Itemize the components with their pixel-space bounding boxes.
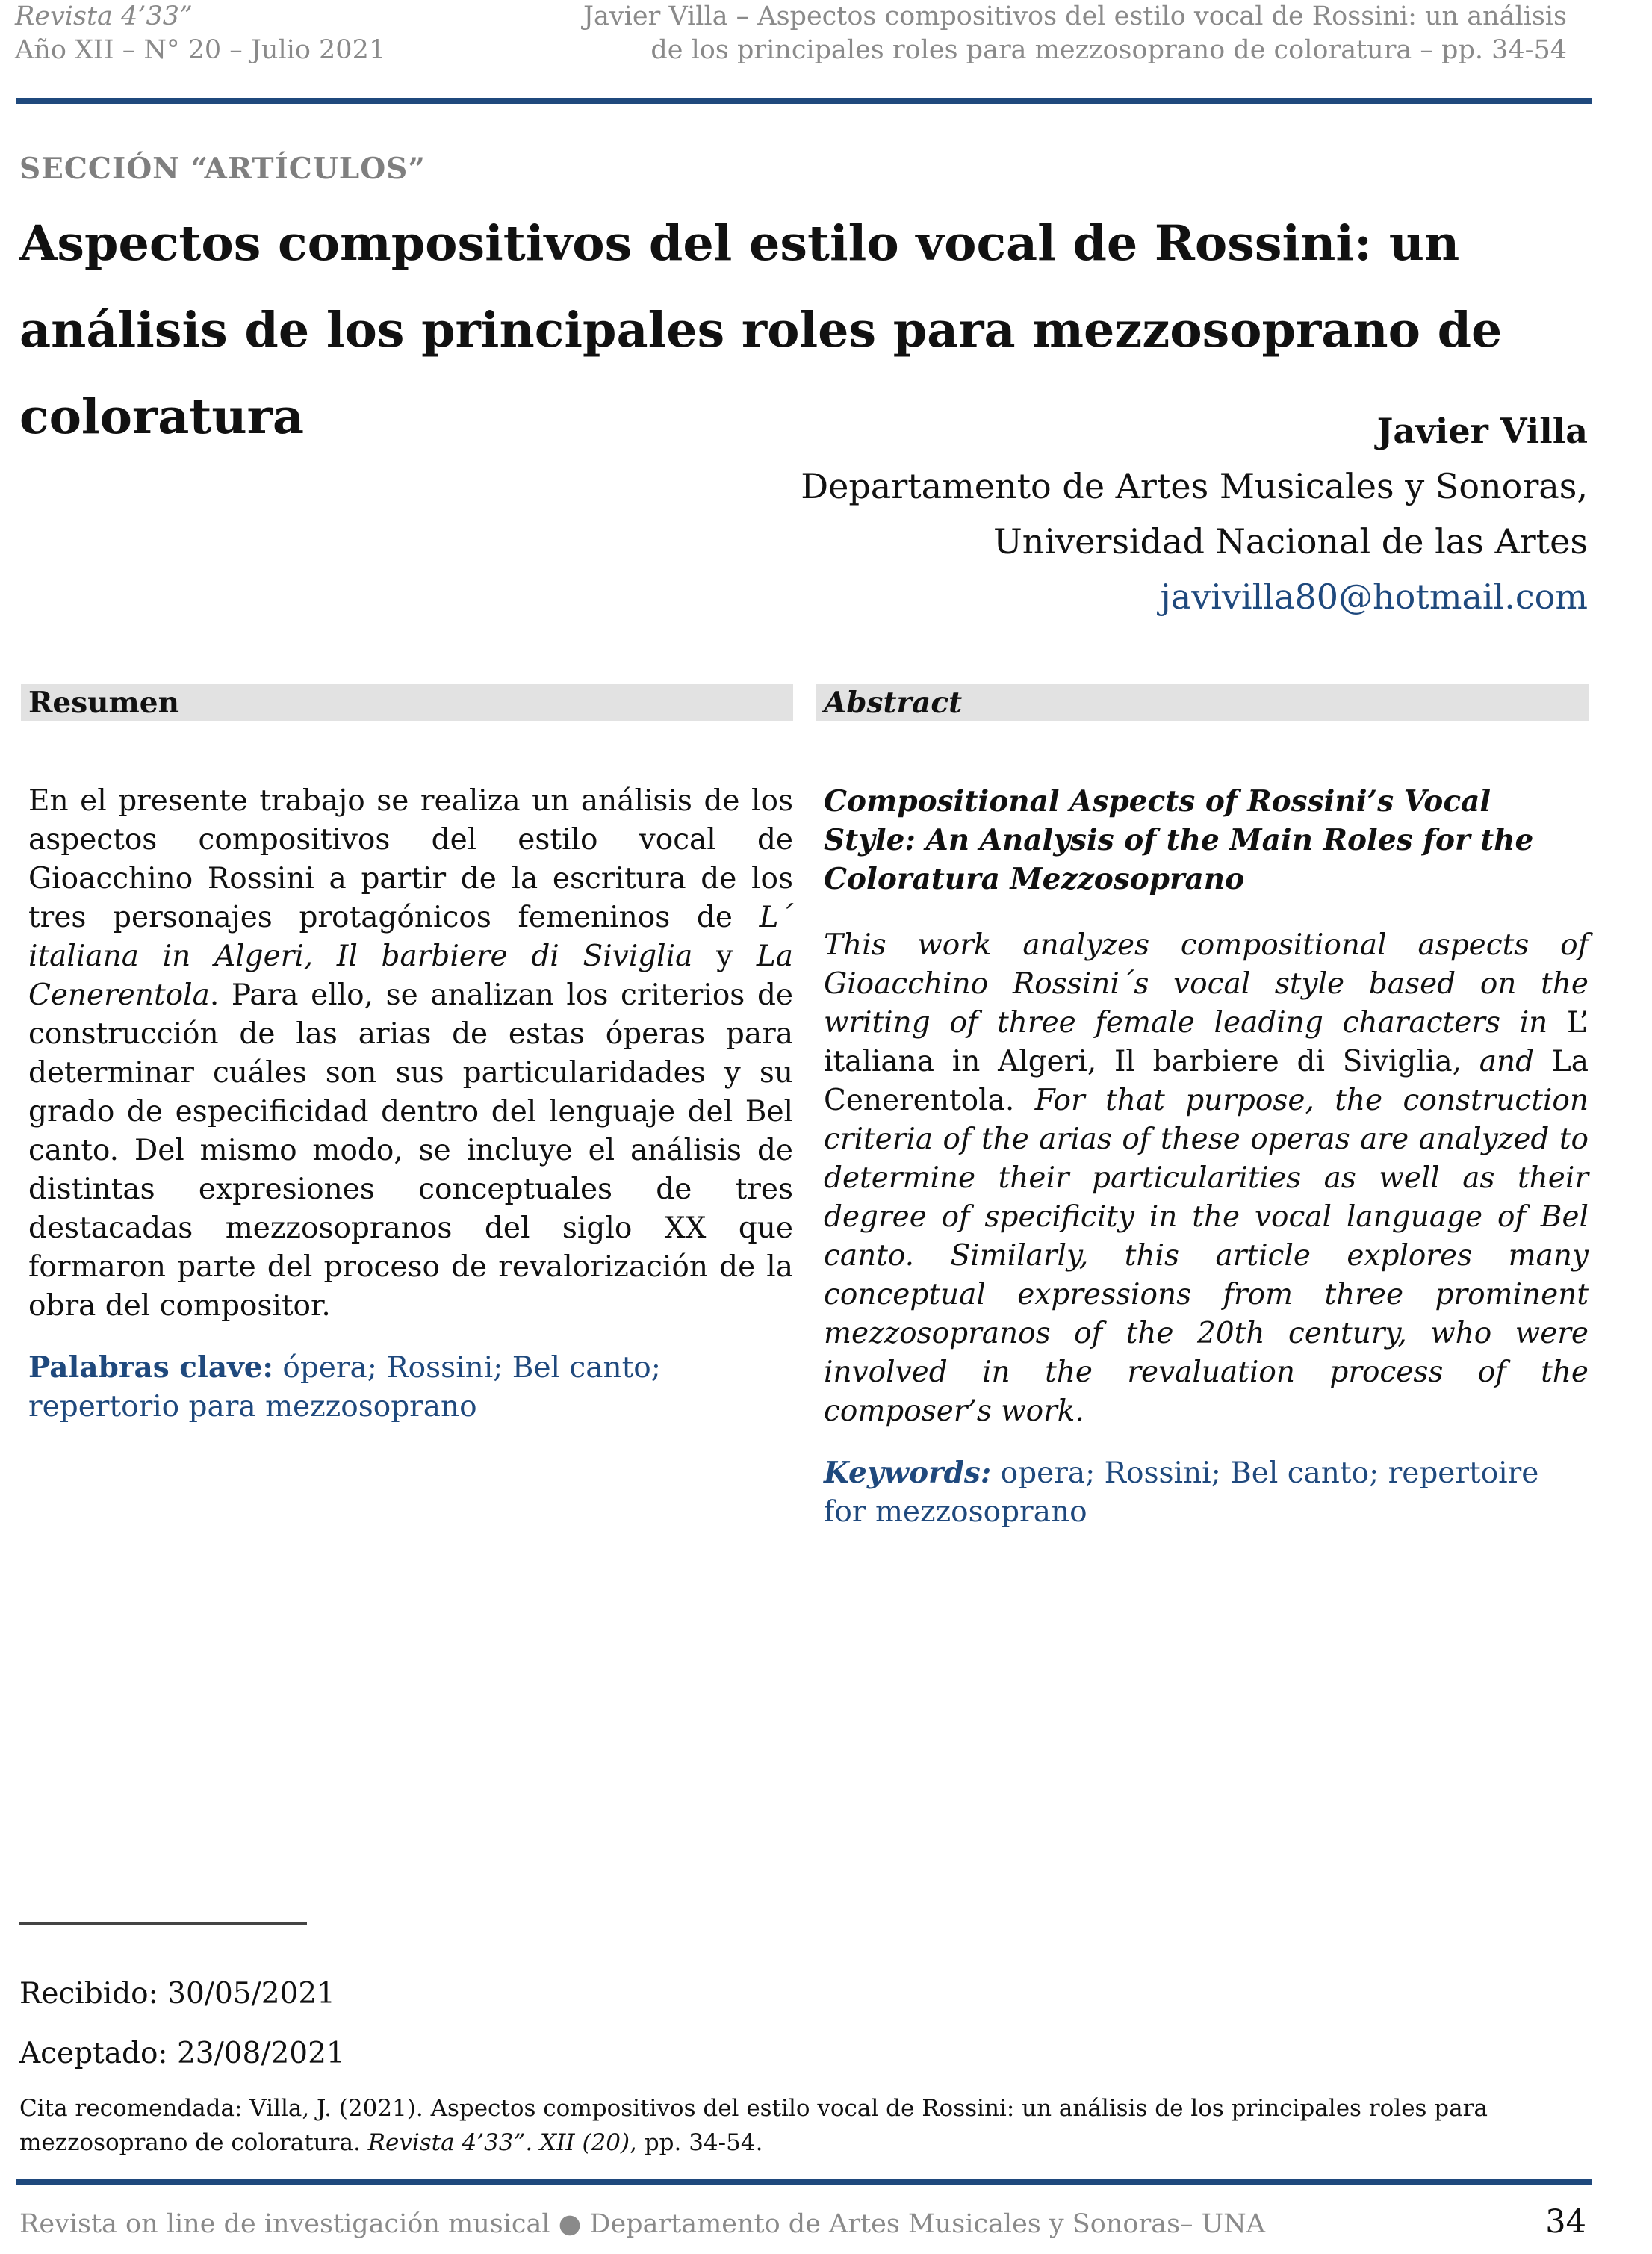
- keywords-list: ópera; Rossini; Bel canto; repertorio para mezzosoprano: [28, 1351, 661, 1424]
- keywords-list: opera; Rossini; Bel canto; repertoire for mezzosoprano: [824, 1456, 1539, 1529]
- citation-journal: Revista 4’33”. XII (20): [367, 2129, 630, 2156]
- author-email-link[interactable]: javivilla80@hotmail.com: [1160, 577, 1588, 617]
- section-label: SECCIÓN “ARTÍCULOS”: [19, 152, 426, 186]
- accepted-date: Aceptado: 23/08/2021: [19, 2037, 345, 2070]
- running-header-right: [551, 0, 1567, 67]
- abstract-column: [816, 684, 1589, 1532]
- running-title-line-2: de los principales roles para mezzosoprano de coloratura – pp. 34-54: [650, 35, 1567, 65]
- resumen-keywords: [28, 1348, 793, 1426]
- author-name: Javier Villa: [1376, 411, 1588, 451]
- citation-text: Cita recomendada: Villa, J. (2021). Aspectos compositivos del estilo vocal de Rossini: un análisis de los principales roles para mezzosoprano de coloratura.: [19, 2095, 1488, 2156]
- header-rule: [16, 98, 1592, 104]
- recommended-citation: [19, 2091, 1588, 2160]
- dates-block: [19, 1964, 345, 2084]
- resumen-column: [21, 684, 793, 1426]
- resumen-heading: Resumen: [21, 684, 793, 721]
- abstract-text: [824, 926, 1589, 1431]
- abstract-work-title-2: La Cenerentola.: [824, 1045, 1589, 1117]
- abstract-keywords: [824, 1453, 1589, 1532]
- abstract-title: Compositional Aspects of Rossini’s Vocal Style: An Analysis of the Main Roles for the Coloratura Mezzosoprano: [824, 784, 1534, 896]
- resumen-conjunction: y: [692, 940, 757, 973]
- page-number: 34: [1545, 2203, 1586, 2241]
- received-date: Recibido: 30/05/2021: [19, 1977, 335, 2011]
- citation-pages: , pp. 34-54.: [630, 2129, 763, 2156]
- issue-info: Año XII – N° 20 – Julio 2021: [15, 35, 386, 65]
- keywords-label: Keywords:: [824, 1456, 992, 1490]
- footnote-divider: [19, 1922, 307, 1925]
- abstract-conjunction: and: [1461, 1045, 1552, 1078]
- resumen-text: [28, 782, 793, 1326]
- resumen-work-title-2: La Cenerentola: [28, 940, 793, 1012]
- abstract-text-part-2: For that purpose, the construction criteria of the arias of these operas are analyzed to determine their particularities as well as their degree of specificity in the vocal language of Bel canto. Similarly, this article explores many conceptual expressions from three prominent mezzosopranos of the 20th century, who were involved in the revaluation process of the composer’s work.: [824, 1084, 1589, 1428]
- running-header-left: [15, 0, 385, 67]
- journal-name: Revista 4’33”: [15, 1, 193, 31]
- running-title-line-1: Javier Villa – Aspectos compositivos del estilo vocal de Rossini: un análisis: [583, 1, 1567, 31]
- abstract-work-title-1: L’ italiana in Algeri, Il barbiere di Siviglia,: [824, 1006, 1589, 1078]
- footer-rule: [16, 2179, 1592, 2185]
- resumen-work-title-1: L´ italiana in Algeri, Il barbiere di Siviglia: [28, 901, 793, 973]
- resumen-text-part-1: En el presente trabajo se realiza un análisis de los aspectos compositivos del estilo vocal de Gioacchino Rossini a partir de la escritura de los tres personajes protagónicos femeninos de: [28, 784, 793, 934]
- article-title: Aspectos compositivos del estilo vocal de Rossini: un análisis de los principales roles para mezzosoprano de coloratura: [19, 215, 1503, 445]
- author-affiliation-2: Universidad Nacional de las Artes: [993, 521, 1588, 562]
- keywords-label: Palabras clave:: [28, 1350, 273, 1385]
- resumen-text-part-2: . Para ello, se analizan los criterios de construcción de las arias de estas óperas para determinar cuáles son sus particularidades y su grado de especificidad dentro del lenguaje del Bel canto. Del mismo modo, se incluye el análisis de distintas expresiones conceptuales de tres destacadas mezzosopranos del siglo XX que formaron parte del proceso de revalorización de la obra del compositor.: [28, 978, 793, 1323]
- author-affiliation-1: Departamento de Artes Musicales y Sonoras,: [801, 466, 1588, 506]
- abstract-text-part-1: This work analyzes compositional aspects of Gioacchino Rossini´s vocal style based on the writing of three female leading characters in: [824, 928, 1589, 1040]
- footer-text: Revista on line de investigación musical ● Departamento de Artes Musicales y Sonoras– UNA: [19, 2209, 1266, 2239]
- abstract-heading: Abstract: [816, 684, 1589, 721]
- author-block: [801, 403, 1588, 624]
